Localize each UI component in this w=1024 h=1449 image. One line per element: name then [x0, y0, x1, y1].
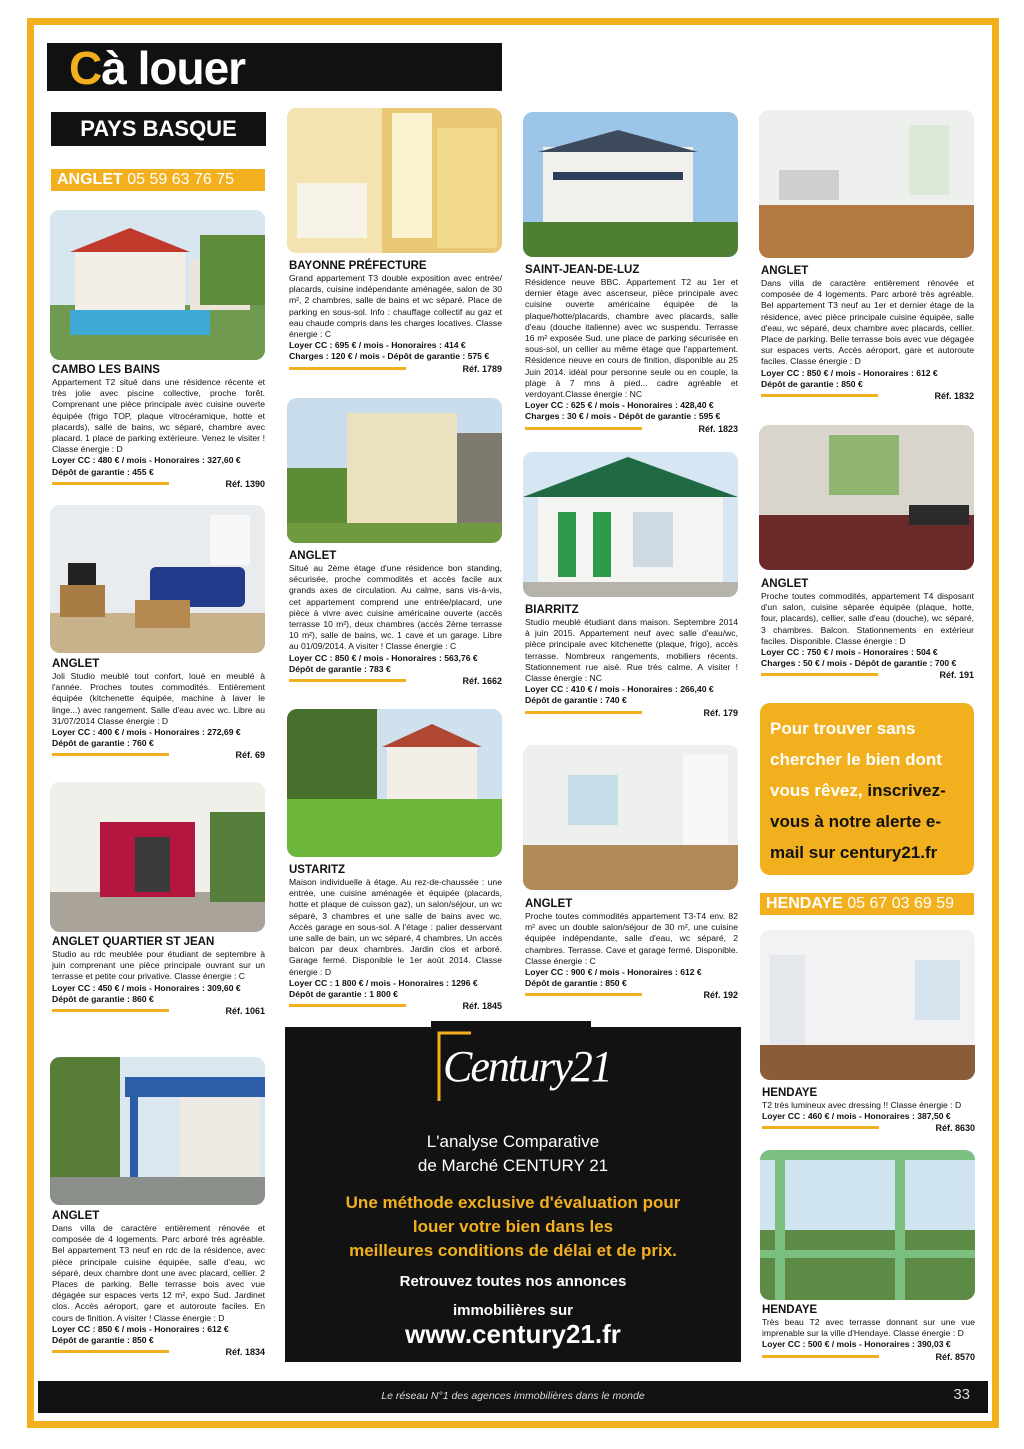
listing-price: Loyer CC : 480 € / mois - Honoraires : 327,60 € — [52, 455, 241, 466]
listing-anglet-2eme — [289, 550, 502, 687]
listing-city: CAMBO LES BAINS — [52, 364, 160, 376]
listing-price: Loyer CC : 900 € / mois - Honoraires : 612 € — [525, 967, 702, 978]
listing-photo — [523, 112, 738, 257]
listing-city: ANGLET — [761, 265, 809, 277]
listing-photo — [287, 398, 502, 543]
listing-price: Loyer CC : 1 800 € / mois - Honoraires : 1296 € — [289, 977, 478, 988]
listing-deposit: Dépôt de garantie : 850 € — [761, 378, 863, 389]
page-title: Cà louer — [69, 42, 246, 94]
listing-deposit: Dépôt de garantie : 740 € — [525, 695, 627, 706]
listing-deposit: Dépôt de garantie : 860 € — [52, 993, 154, 1004]
listing-ref: Réf. 1845 — [462, 1001, 502, 1012]
listing-photo — [50, 1057, 265, 1205]
listing-city: ANGLET — [525, 898, 573, 910]
alert-promo-box[interactable] — [760, 703, 974, 875]
listing-price: Loyer CC : 750 € / mois - Honoraires : 504 € — [761, 647, 938, 658]
listing-city: ANGLET — [761, 578, 809, 590]
listing-photo — [759, 110, 974, 258]
listing-desc: Studio au rdc meublée pour étudiant de septembre à juin comprenant une pièce principale ouvrant sur un terrasse et petite cour privative. Classe énergie : C — [52, 949, 265, 982]
listing-price: Loyer CC : 410 € / mois - Honoraires : 266,40 € — [525, 684, 714, 695]
listing-ref: Réf. 1832 — [934, 391, 974, 402]
listing-photo — [50, 505, 265, 653]
listing-price: Loyer CC : 460 € / mois - Honoraires : 387,50 € — [762, 1111, 951, 1122]
listing-bayonne — [289, 260, 502, 375]
ad-headline: L'analyse Comparative de Marché CENTURY 21 — [417, 1132, 609, 1175]
listing-price: Loyer CC : 500 € / mois - Honoraires : 390,03 € — [762, 1339, 951, 1350]
listing-desc: Dans villa de caractère entièrement rénovée et composée de 4 logements. Parc arboré très agréable. Bel appartement T3 neuf en rdc de la résidence, avec pièce principale cuisine équipée, salle d'eau, wc séparé, deux chambre dont une avec placard, cellier. 2 Places de parking. Belle terrasse bois avec vue dégagée sur espaces verts 12 m², expo Sud. Jardinet clos. Accès aéroport, gare et autoroute faciles. En cours de finition. A visiter ! Classe énergie : D — [52, 1223, 265, 1323]
listing-hendaye-2 — [762, 1304, 975, 1363]
listing-ustaritz — [289, 864, 502, 1012]
listing-city: USTARITZ — [289, 864, 346, 876]
ad-url-link[interactable]: www.century21.fr — [405, 1319, 621, 1349]
listing-anglet-st-jean — [52, 936, 265, 1017]
listing-anglet-t3t4 — [525, 898, 738, 1001]
listing-price: Loyer CC : 625 € / mois - Honoraires : 428,40 € — [525, 400, 714, 411]
agency-anglet-banner: ANGLET 05 59 63 76 75 — [51, 169, 265, 191]
listing-desc: Proche toutes commodités appartement T3-T4 env. 82 m² avec un double salon/séjour de 30 m², une cuisine équipée indépendante, salle d'eau, wc séparé, 2 chambres. Terrasse. Cave et garage fermé. Disponible. Classe énergie : C — [525, 911, 738, 966]
page-number: 33 — [953, 1386, 970, 1403]
listing-city: BAYONNE PRÉFECTURE — [289, 260, 427, 272]
listing-ref: Réf. 69 — [235, 750, 265, 761]
ad-highlight: Une méthode exclusive d'évaluation pour louer votre bien dans les meilleures conditions de délai et de prix. — [345, 1193, 681, 1260]
listing-ref: Réf. 8570 — [935, 1351, 975, 1362]
promo-cta: inscrivez-vous à notre alerte e-mail sur century21.fr — [770, 781, 946, 862]
listing-desc: Maison individuelle à étage. Au rez-de-chaussée : une entrée, une cuisine aménagée et équipée (placards, hotte et plaque de cuisson gaz), un salon/séjour, un wc séparé, 3 chambres et une salle de bains avec wc. Accès garage en sous-sol. A l'étage : palier desservant une salle de bain, un wc séparé, 4 chambres. Un accès balcon par deux chambres. Jardin clos et arboré. Garage fermé. Disponible le 1er août 2014. Classe énergie : D — [289, 877, 502, 977]
region-title: PAYS BASQUE — [51, 112, 266, 146]
listing-anglet-t3-rdc — [52, 1210, 265, 1358]
listing-deposit: Charges : 50 € / mois - Dépôt de garantie : 700 € — [761, 658, 957, 669]
listing-city: ANGLET — [289, 550, 337, 562]
century21-ad[interactable] — [285, 1027, 741, 1362]
listing-ref: Réf. 191 — [939, 670, 974, 681]
listing-photo — [760, 1150, 975, 1300]
listing-city: ANGLET QUARTIER ST JEAN — [52, 936, 215, 948]
listing-price: Loyer CC : 695 € / mois - Honoraires : 414 € — [289, 340, 466, 351]
listing-photo — [760, 930, 975, 1080]
listing-ref: Réf. 1390 — [225, 478, 265, 489]
page-header — [47, 42, 502, 94]
listing-city: ANGLET — [52, 658, 100, 670]
listing-anglet-1er — [761, 265, 974, 402]
listing-photo — [287, 709, 502, 857]
listing-desc: Grand appartement T3 double exposition avec entrée/ placards, cuisine indépendante aménagée, salon de 30 m², 2 chambres, salle de bains et wc séparé. Place de parking en sous-sol. Info : chauffage collectif au gaz et eau chaude compris dans les charges locatives. Classe énergie : C — [289, 273, 502, 340]
listing-city: HENDAYE — [762, 1087, 818, 1099]
listing-deposit: Dépôt de garantie : 850 € — [525, 978, 627, 989]
listing-photo — [50, 210, 265, 360]
agency-hendaye-banner: HENDAYE 05 67 03 69 59 — [760, 893, 974, 915]
listing-deposit: Dépôt de garantie : 783 € — [289, 663, 391, 674]
listing-anglet-studio — [52, 658, 265, 761]
listing-desc: Studio meublé étudiant dans maison. Septembre 2014 à juin 2015. Appartement neuf avec salle d'eau/wc, pièce principale avec kitchenette (plaque, frigo), accès terrasse. Nombreux rangements, mobiliers récents. Stationnement rue aisé. Rue très calme. A visiter ! Classe énergie : NC — [525, 617, 738, 684]
listing-photo — [50, 782, 265, 932]
listing-saint-jean-de-luz — [525, 264, 738, 435]
listing-deposit: Charges : 30 € / mois - Dépôt de garantie : 595 € — [525, 411, 721, 422]
listing-desc: Proche toutes commodités, appartement T4 disposant d'un salon, cuisine séparée équipée (plaque, hotte, four, placards), cellier, salle d'eau (douche), wc séparé, 3 chambres. Balcon. Stationnements en extérieur faciles. Disponible. Classe énergie : D — [761, 591, 974, 646]
listing-desc: Joli Studio meublé tout confort, loué en meublé à l'année. Proches toutes commodités. Entièrement équipée (kitchenette équipée, machine à laver le linge...) avec rangement. Salle d'eau avec wc. Libre au 31/07/2014 Classe énergie : D — [52, 671, 265, 726]
listing-city: ANGLET — [52, 1210, 100, 1222]
footer-tagline: Le réseau N°1 des agences immobilières dans le monde — [381, 1390, 645, 1402]
listing-ref: Réf. 1789 — [462, 363, 502, 374]
listing-photo — [523, 452, 738, 597]
listing-biarritz — [525, 604, 738, 719]
listing-deposit: Dépôt de garantie : 455 € — [52, 466, 154, 477]
listing-desc: T2 très lumineux avec dressing !! Classe énergie : D — [762, 1100, 962, 1110]
listing-ref: Réf. 192 — [703, 990, 738, 1001]
listing-ref: Réf. 1061 — [225, 1006, 265, 1017]
listing-ref: Réf. 179 — [703, 707, 738, 718]
listing-hendaye-1 — [762, 1087, 975, 1134]
listing-price: Loyer CC : 850 € / mois - Honoraires : 563,76 € — [289, 652, 478, 663]
listing-photo — [759, 425, 974, 570]
century21-logo: Century21 — [431, 1021, 591, 1121]
page-footer — [38, 1381, 988, 1413]
listing-city: HENDAYE — [762, 1304, 818, 1316]
listing-desc: Dans villa de caractère entièrement rénovée et composée de 4 logements. Parc arboré très agréable. Bel appartement T3 neuf au 1er et dernier étage de la résidence, avec pièce principale cuisine équipée, salle d'eau, wc séparé, deux chambre avec placards, cellier. Place de parking. Belle terrasse bois avec vue dégagée sur espaces verts. Accès aéroport, gare et autoroute faciles. Classe énergie : D — [761, 278, 974, 367]
listing-desc: Très beau T2 avec terrasse donnant sur une vue imprenable sur la ville d'Hendaye. Classe énergie : D — [762, 1317, 975, 1339]
listing-ref: Réf. 1823 — [698, 423, 738, 434]
listing-desc: Situé au 2ème étage d'une résidence bon standing, sécurisée, proche commodités et accès facile aux grands axes de circulation. Au calme, sans vis-à-vis, cet appartement comprend une entrée/placard, une pièce à vivre avec cuisine américaine ouverte (accès terrasse 10 m²), deux chambres (accès 2ème terrasse 10 m²), salle de bains, wc. 1 cave et un garage. Libre au 01/09/2014. A visiter ! Classe énergie : C — [289, 563, 502, 652]
listing-ref: Réf. 1834 — [225, 1347, 265, 1358]
ad-cta: Retrouvez toutes nos annonces immobilières sur — [399, 1273, 627, 1319]
listing-deposit: Dépôt de garantie : 1 800 € — [289, 989, 398, 1000]
listing-ref: Réf. 8630 — [935, 1123, 975, 1134]
listing-deposit: Dépôt de garantie : 850 € — [52, 1335, 154, 1346]
listing-price: Loyer CC : 850 € / mois - Honoraires : 612 € — [52, 1323, 229, 1334]
listing-desc: Appartement T2 situé dans une résidence récente et très jolie avec piscine collective, proche forêt. Comprenant une pièce principale avec cuisine ouverte équipée (frigo TOP, plaque vitrocéramique, hotte et placards), salle de bains, wc séparé, chambre avec placard. 1 place de parking extérieure. Venez le visiter ! Classe énergie : D — [52, 377, 265, 455]
listing-cambo — [52, 364, 265, 490]
listing-city: BIARRITZ — [525, 604, 579, 616]
listing-deposit: Dépôt de garantie : 760 € — [52, 738, 154, 749]
listing-price: Loyer CC : 850 € / mois - Honoraires : 612 € — [761, 367, 938, 378]
listing-deposit: Charges : 120 € / mois - Dépôt de garantie : 575 € — [289, 351, 490, 362]
listing-photo — [287, 108, 502, 253]
listing-anglet-t4 — [761, 578, 974, 681]
listing-city: SAINT-JEAN-DE-LUZ — [525, 264, 640, 276]
listing-price: Loyer CC : 450 € / mois - Honoraires : 309,60 € — [52, 982, 241, 993]
listing-price: Loyer CC : 400 € / mois - Honoraires : 272,69 € — [52, 727, 241, 738]
listing-photo — [523, 745, 738, 890]
listing-desc: Résidence neuve BBC. Appartement T2 au 1er et dernier étage avec ascenseur, pièce principale avec cuisine ouverte américaine équipée de la plaque/hotte/placards, chambre avec placards, salle d'eau (douche italienne) avec wc suspendu. Terrasse 16 m² exposée Sud. une place de parking sécurisée en sous-sol, un cellier au même étage que l'appartement. Résidence neuve en cours de finition, disponible au 25 Juin 2014. idéal pour personne seule ou en couple, la plage à 7 mns à pied... cadre agréable et verdoyant.Classe énergie : NC — [525, 277, 738, 400]
listing-ref: Réf. 1662 — [462, 676, 502, 687]
promo-text: Pour trouver sans chercher le bien dont vous rêvez, — [770, 719, 942, 800]
